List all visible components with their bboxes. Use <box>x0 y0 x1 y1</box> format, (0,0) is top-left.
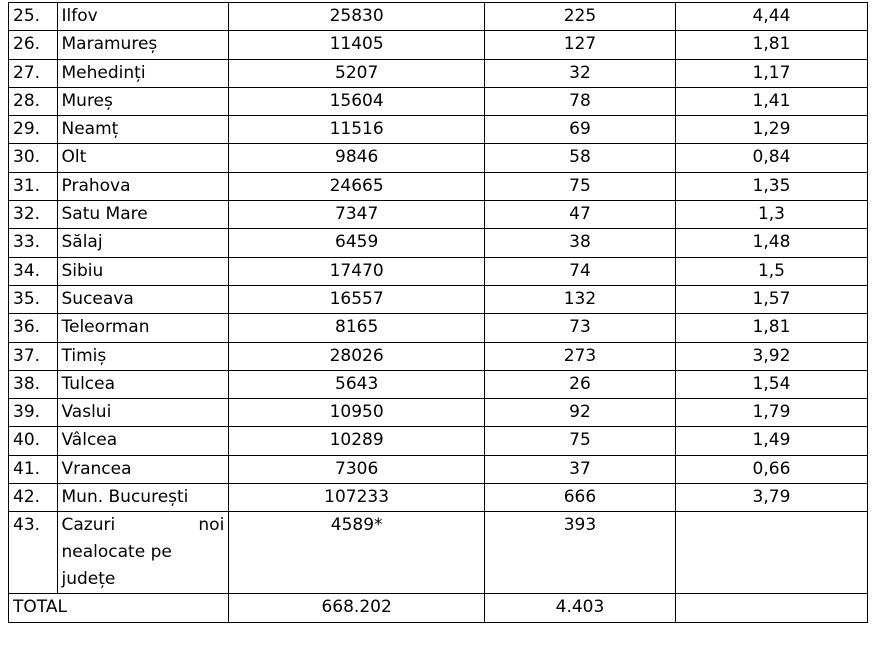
county-name: Vrancea <box>57 455 229 483</box>
table-row <box>9 144 868 172</box>
row-number: 30. <box>9 144 58 172</box>
incidence-rate: 0,84 <box>675 144 867 172</box>
row-number: 40. <box>9 427 58 455</box>
row-number: 25. <box>9 3 58 31</box>
county-name: Tulcea <box>57 370 229 398</box>
new-cases: 4.403 <box>484 594 675 622</box>
table-row <box>9 314 868 342</box>
new-cases: 37 <box>484 455 675 483</box>
row-number: 27. <box>9 59 58 87</box>
row-number: 37. <box>9 342 58 370</box>
new-cases: 666 <box>484 484 675 512</box>
new-cases: 75 <box>484 427 675 455</box>
new-cases: 38 <box>484 229 675 257</box>
incidence-rate: 1,48 <box>675 229 867 257</box>
table-row <box>9 342 868 370</box>
new-cases: 58 <box>484 144 675 172</box>
new-cases: 32 <box>484 59 675 87</box>
label-word: noi <box>198 515 225 536</box>
table-body <box>9 3 868 623</box>
total-cases: 24665 <box>229 172 485 200</box>
county-name: Mureș <box>57 87 229 115</box>
county-name: Mehedinți <box>57 59 229 87</box>
county-name: Sibiu <box>57 257 229 285</box>
row-number: 43. <box>9 512 58 594</box>
total-label: TOTAL <box>9 594 229 622</box>
total-cases: 668.202 <box>229 594 485 622</box>
total-cases: 16557 <box>229 285 485 313</box>
county-name: Satu Mare <box>57 201 229 229</box>
new-cases: 225 <box>484 3 675 31</box>
new-cases: 47 <box>484 201 675 229</box>
new-cases: 393 <box>484 512 675 594</box>
total-cases: 7347 <box>229 201 485 229</box>
table-row <box>9 427 868 455</box>
total-cases: 8165 <box>229 314 485 342</box>
row-number: 36. <box>9 314 58 342</box>
total-cases: 6459 <box>229 229 485 257</box>
table-row <box>9 201 868 229</box>
row-number: 35. <box>9 285 58 313</box>
table-row <box>9 455 868 483</box>
incidence-rate: 1,3 <box>675 201 867 229</box>
total-cases: 5207 <box>229 59 485 87</box>
incidence-rate: 1,5 <box>675 257 867 285</box>
incidence-rate: 1,54 <box>675 370 867 398</box>
table-row <box>9 370 868 398</box>
row-number: 38. <box>9 370 58 398</box>
table-row <box>9 59 868 87</box>
new-cases: 127 <box>484 31 675 59</box>
new-cases: 273 <box>484 342 675 370</box>
row-number: 28. <box>9 87 58 115</box>
label-word: Cazuri <box>61 515 116 536</box>
row-number: 41. <box>9 455 58 483</box>
new-cases: 78 <box>484 87 675 115</box>
total-cases: 11405 <box>229 31 485 59</box>
new-cases: 132 <box>484 285 675 313</box>
incidence-rate: 1,81 <box>675 31 867 59</box>
county-name: Suceava <box>57 285 229 313</box>
total-cases: 4589* <box>229 512 485 594</box>
county-name: Prahova <box>57 172 229 200</box>
incidence-rate <box>675 512 867 594</box>
table-row <box>9 3 868 31</box>
table-row <box>9 229 868 257</box>
county-name: Teleorman <box>57 314 229 342</box>
incidence-rate <box>675 594 867 622</box>
county-name: Neamț <box>57 116 229 144</box>
incidence-rate: 1,41 <box>675 87 867 115</box>
incidence-rate: 1,49 <box>675 427 867 455</box>
total-cases: 25830 <box>229 3 485 31</box>
table-row-unallocated <box>9 512 868 594</box>
row-number: 29. <box>9 116 58 144</box>
row-number: 39. <box>9 399 58 427</box>
incidence-rate: 4,44 <box>675 3 867 31</box>
county-name <box>57 512 229 594</box>
total-cases: 17470 <box>229 257 485 285</box>
row-number: 34. <box>9 257 58 285</box>
label-line: nealocate pe județe <box>61 542 172 590</box>
new-cases: 73 <box>484 314 675 342</box>
table-row <box>9 172 868 200</box>
row-number: 31. <box>9 172 58 200</box>
row-number: 33. <box>9 229 58 257</box>
table-row-total <box>9 594 868 622</box>
total-cases: 107233 <box>229 484 485 512</box>
county-name: Ilfov <box>57 3 229 31</box>
incidence-rate: 1,57 <box>675 285 867 313</box>
table-row <box>9 87 868 115</box>
incidence-rate: 1,79 <box>675 399 867 427</box>
table-row <box>9 257 868 285</box>
total-cases: 10950 <box>229 399 485 427</box>
row-number: 42. <box>9 484 58 512</box>
table-row <box>9 285 868 313</box>
total-cases: 7306 <box>229 455 485 483</box>
county-name: Sălaj <box>57 229 229 257</box>
total-cases: 10289 <box>229 427 485 455</box>
county-cases-table <box>8 2 868 623</box>
total-cases: 15604 <box>229 87 485 115</box>
incidence-rate: 3,92 <box>675 342 867 370</box>
county-name: Timiș <box>57 342 229 370</box>
table-row <box>9 31 868 59</box>
incidence-rate: 3,79 <box>675 484 867 512</box>
table-row <box>9 116 868 144</box>
new-cases: 74 <box>484 257 675 285</box>
incidence-rate: 1,35 <box>675 172 867 200</box>
county-name: Mun. București <box>57 484 229 512</box>
new-cases: 75 <box>484 172 675 200</box>
new-cases: 92 <box>484 399 675 427</box>
incidence-rate: 1,29 <box>675 116 867 144</box>
county-name: Vâlcea <box>57 427 229 455</box>
county-name: Vaslui <box>57 399 229 427</box>
total-cases: 9846 <box>229 144 485 172</box>
total-cases: 5643 <box>229 370 485 398</box>
table-row <box>9 484 868 512</box>
county-name: Maramureș <box>57 31 229 59</box>
incidence-rate: 0,66 <box>675 455 867 483</box>
total-cases: 28026 <box>229 342 485 370</box>
total-cases: 11516 <box>229 116 485 144</box>
county-name: Olt <box>57 144 229 172</box>
incidence-rate: 1,81 <box>675 314 867 342</box>
new-cases: 26 <box>484 370 675 398</box>
row-number: 26. <box>9 31 58 59</box>
new-cases: 69 <box>484 116 675 144</box>
incidence-rate: 1,17 <box>675 59 867 87</box>
table-row <box>9 399 868 427</box>
row-number: 32. <box>9 201 58 229</box>
